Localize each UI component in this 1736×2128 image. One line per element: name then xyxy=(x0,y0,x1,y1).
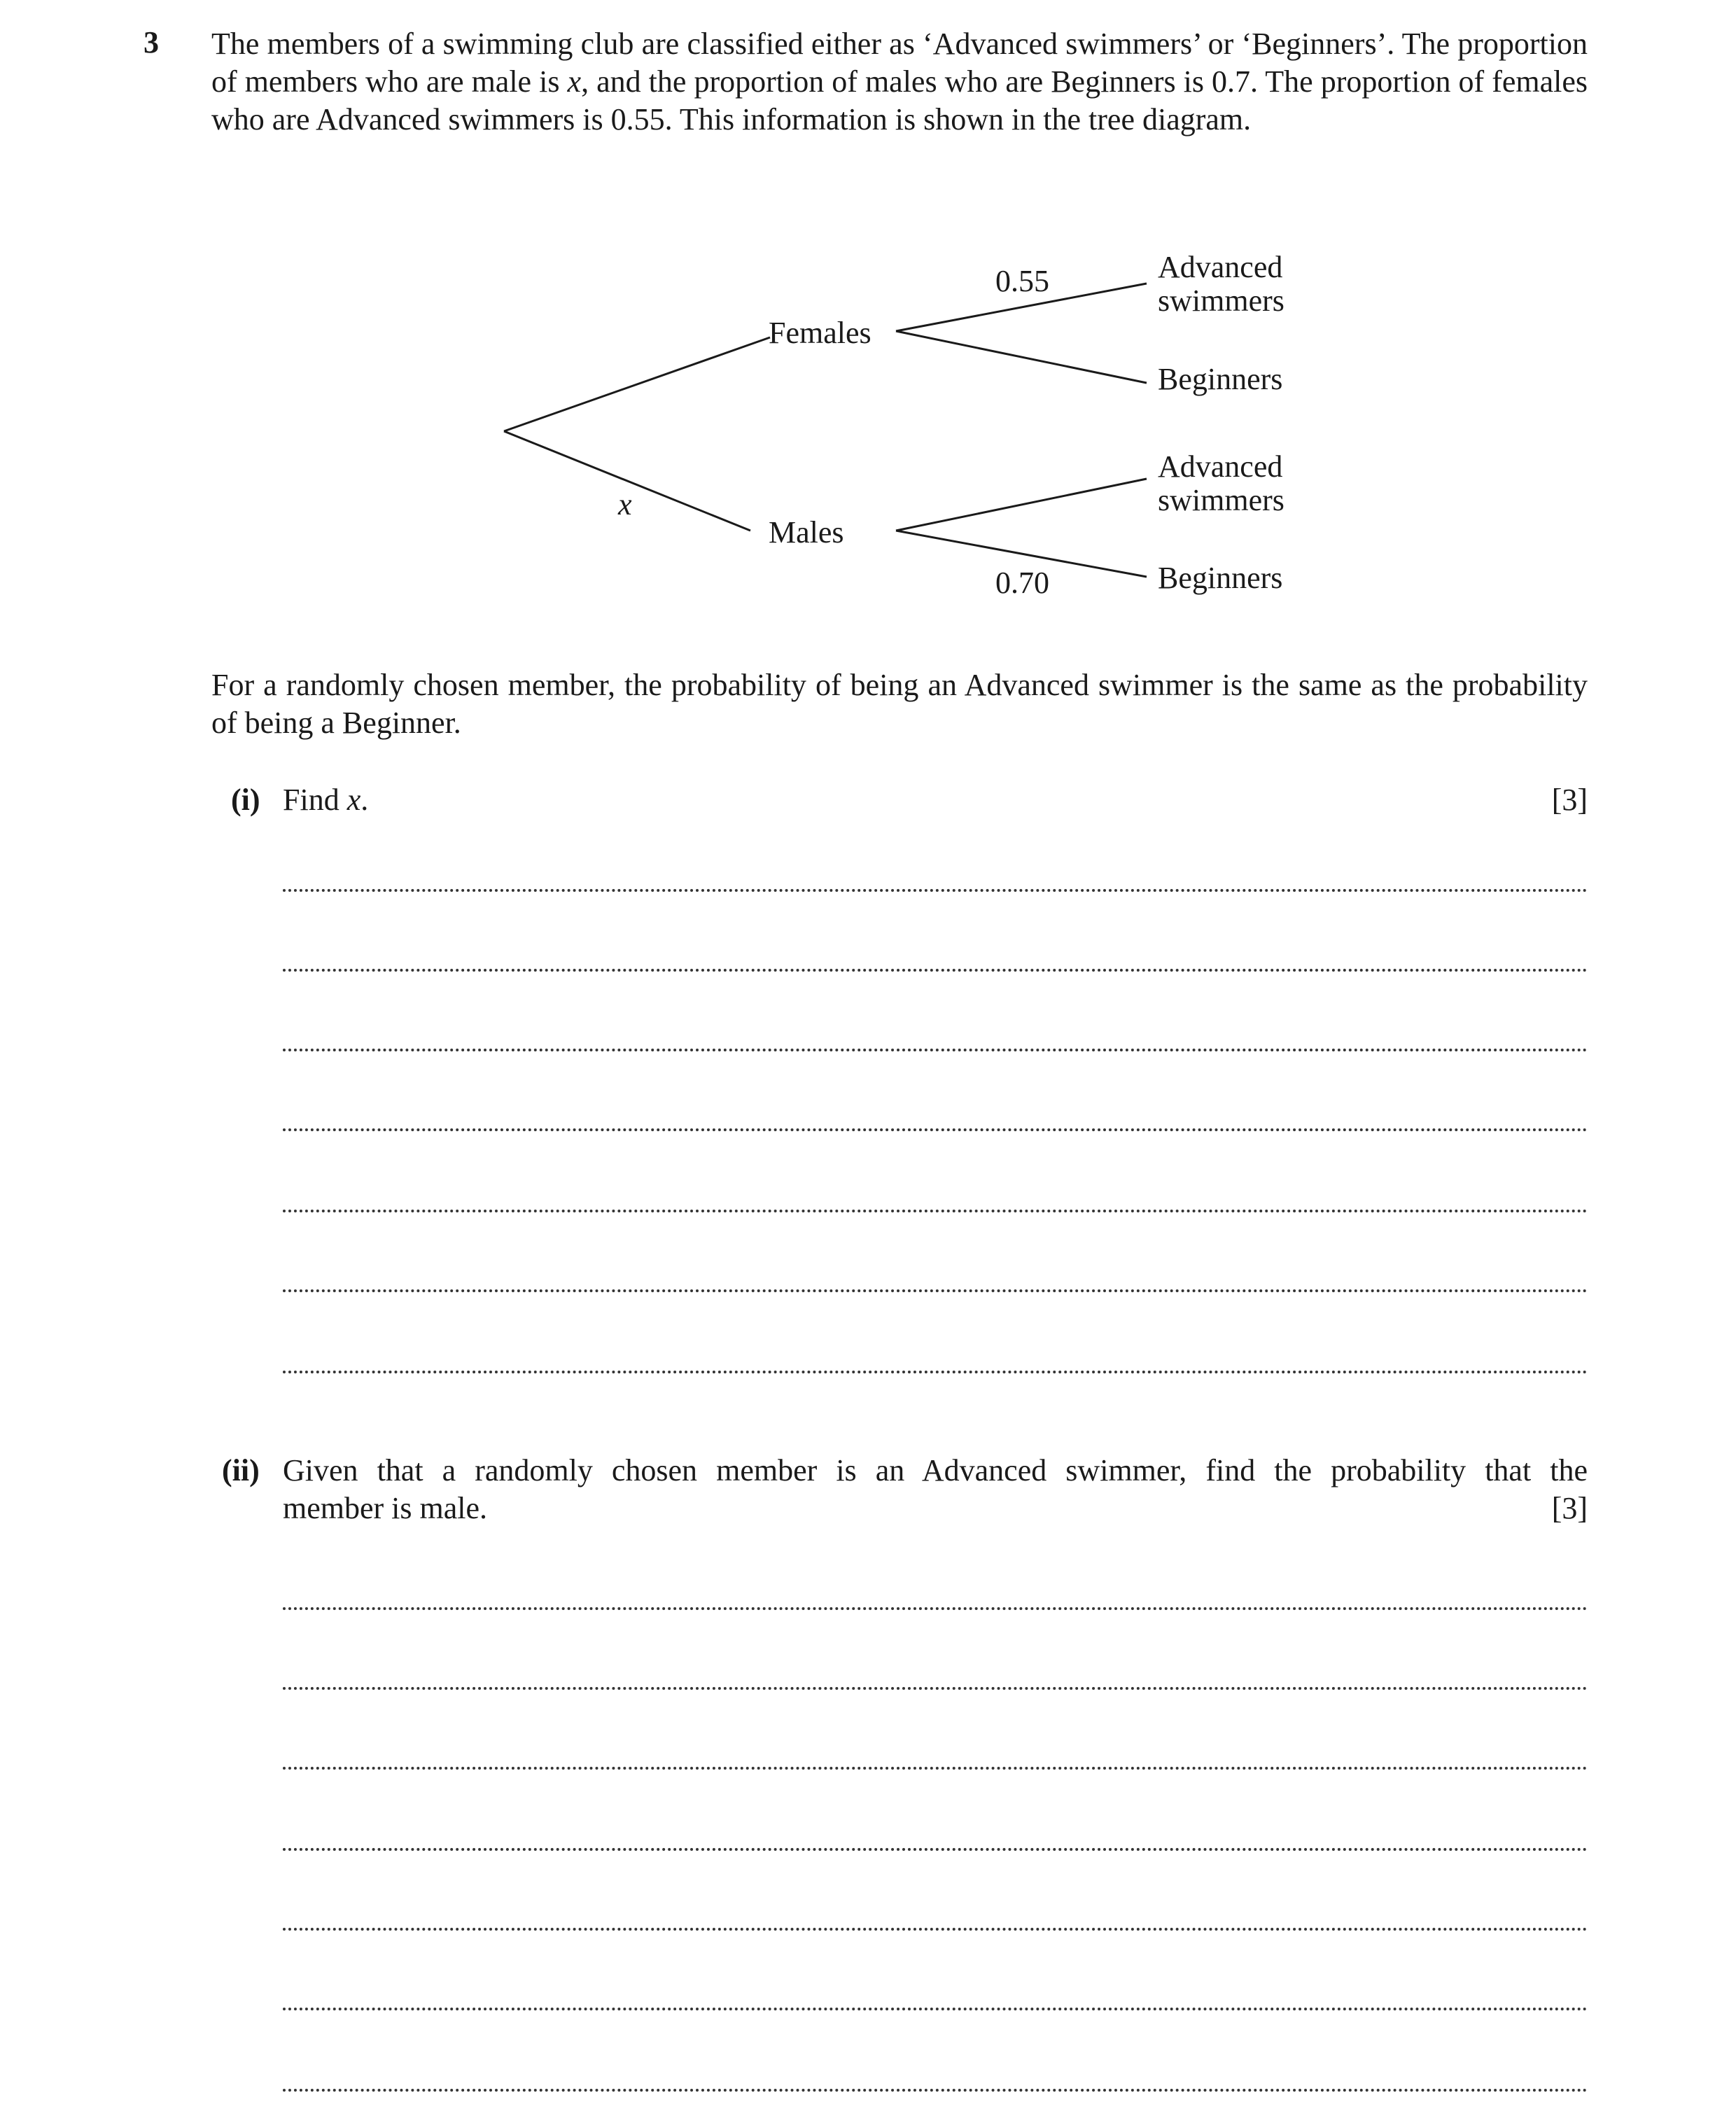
intro-text-part2: , and the proportion of males who are Beginners is 0.7. The proportion of females who are Advanced swimmers is 0.55. This information is shown in the tree diagram. xyxy=(211,64,1588,136)
answer-line[interactable] xyxy=(283,1767,1588,1770)
branch-females-beginners xyxy=(896,331,1147,383)
question-number: 3 xyxy=(144,25,159,59)
prob-males-x: x xyxy=(618,487,632,522)
label-females-advanced-line1: Advanced xyxy=(1158,250,1283,284)
answer-line[interactable] xyxy=(283,1128,1588,1131)
part-ii-marks: [3] xyxy=(1551,1491,1588,1525)
label-females-advanced-line2: swimmers xyxy=(1158,284,1284,318)
answer-line[interactable] xyxy=(283,2008,1588,2010)
answer-line[interactable] xyxy=(283,2089,1588,2092)
answer-line[interactable] xyxy=(283,1687,1588,1690)
part-i-label: (i) xyxy=(231,783,260,817)
answer-line[interactable] xyxy=(283,969,1588,972)
part-ii-text-line2: member is male. xyxy=(283,1491,488,1525)
answer-line[interactable] xyxy=(283,1049,1588,1051)
intro-variable-x: x xyxy=(567,64,582,99)
label-males-beginners: Beginners xyxy=(1158,561,1283,595)
question-condition: For a randomly chosen member, the probability of being an Advanced swimmer is the same as the probability of being a Beginner. xyxy=(211,668,1588,740)
label-males-advanced-line2: swimmers xyxy=(1158,483,1284,517)
part-ii-label: (ii) xyxy=(222,1453,260,1488)
answer-line[interactable] xyxy=(283,1607,1588,1610)
label-males-advanced-line1: Advanced xyxy=(1158,449,1283,484)
prob-females-advanced: 0.55 xyxy=(995,264,1049,298)
answer-line[interactable] xyxy=(283,889,1588,892)
branch-males-advanced xyxy=(896,479,1147,531)
label-males: Males xyxy=(769,515,844,550)
answer-line[interactable] xyxy=(283,1848,1588,1851)
tree-diagram xyxy=(0,0,1736,665)
answer-line[interactable] xyxy=(283,1371,1588,1373)
label-females: Females xyxy=(769,316,872,350)
part-i-text-after: . xyxy=(360,783,369,817)
branch-root-females xyxy=(504,337,770,431)
part-ii-text-line1: Given that a randomly chosen member is an Advanced swimmer, find the probability that the xyxy=(283,1453,1588,1488)
intro-text-part1: The members of a swimming club are classified either as ‘Advanced swimmers’ or ‘Beginners’. The proportion of members who are male is xyxy=(211,27,1588,99)
part-i-variable-x: x xyxy=(346,783,361,817)
label-females-beginners: Beginners xyxy=(1158,362,1283,396)
part-i-marks: [3] xyxy=(1551,783,1588,817)
answer-line[interactable] xyxy=(283,1210,1588,1212)
part-i-text-before: Find xyxy=(283,783,347,817)
part-i-text xyxy=(283,781,368,819)
answer-line[interactable] xyxy=(283,1289,1588,1292)
answer-line[interactable] xyxy=(283,1928,1588,1931)
prob-males-beginners: 0.70 xyxy=(995,566,1049,600)
